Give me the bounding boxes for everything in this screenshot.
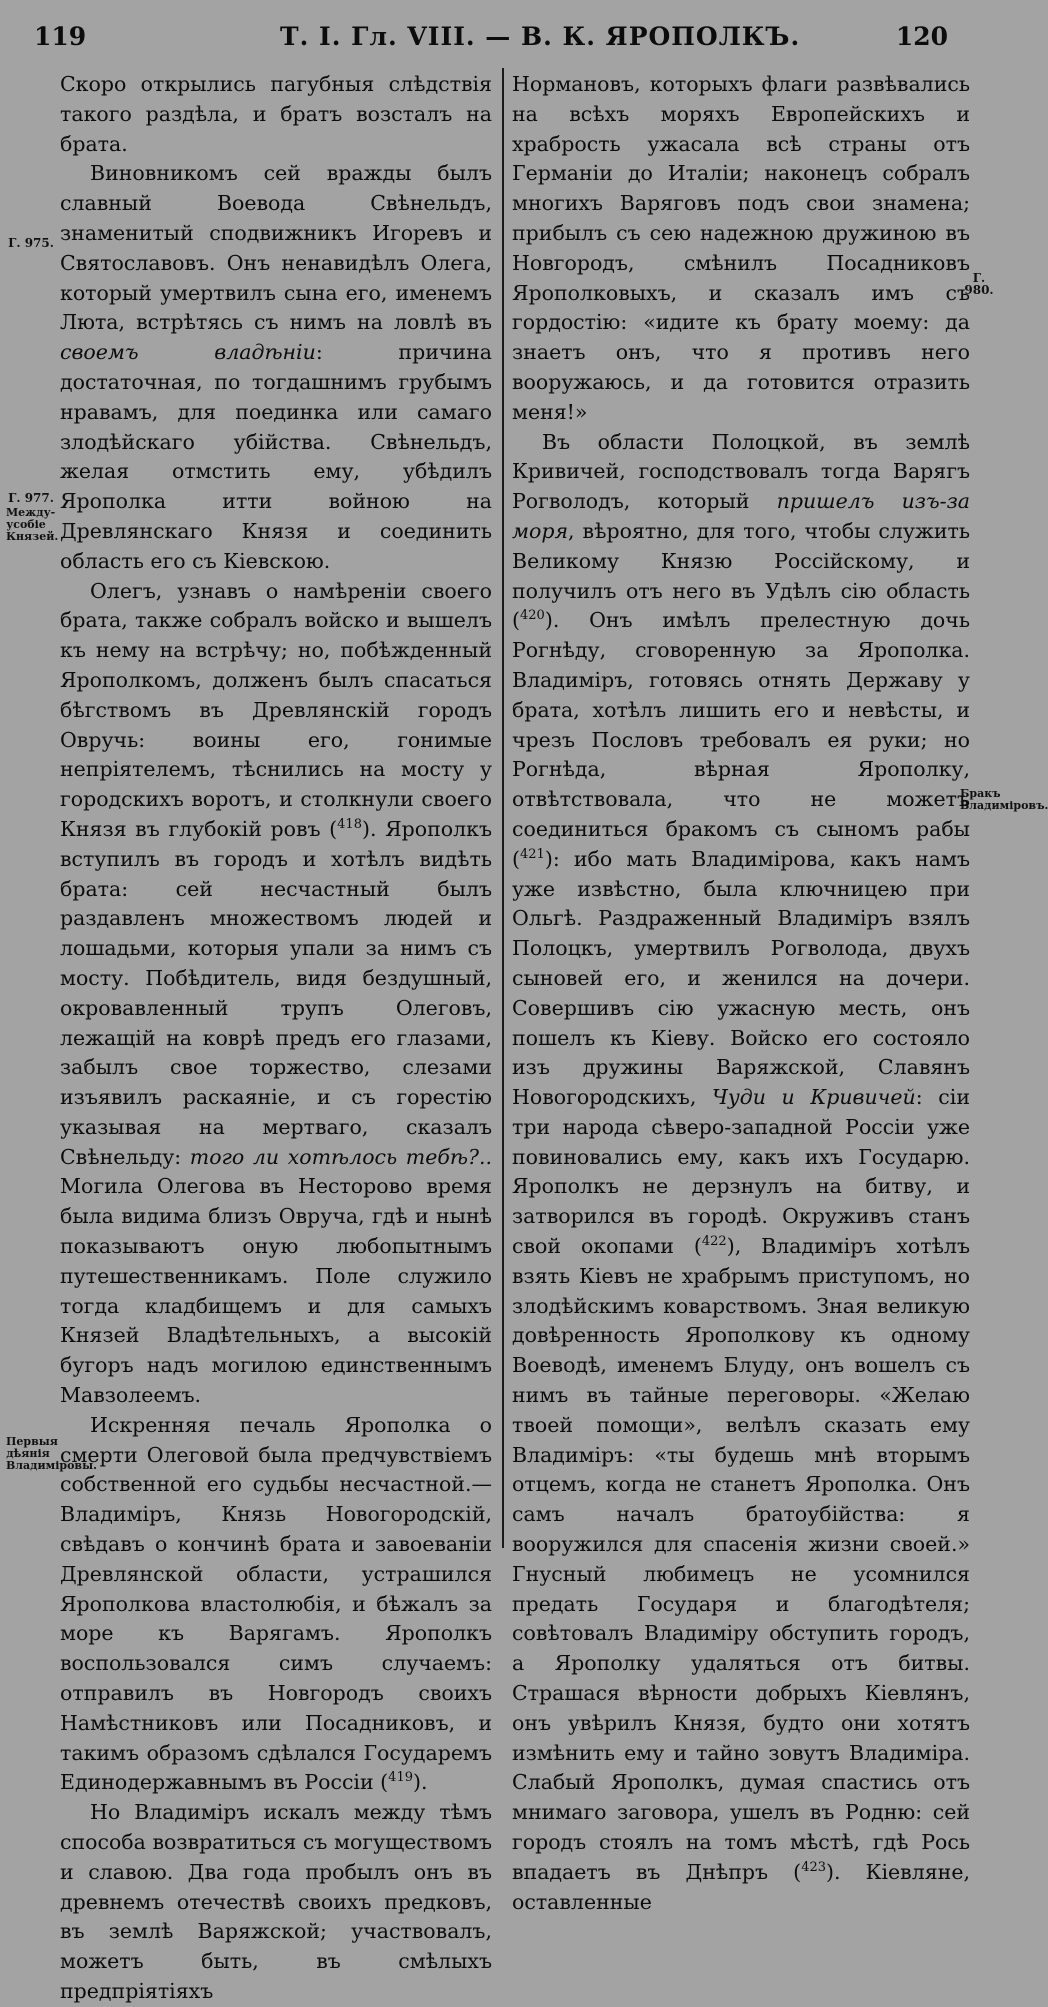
page-number-left: 119 (34, 22, 87, 51)
paragraph (60, 1411, 492, 1798)
margin-note-brak: Бракъ Владиміровъ. (960, 787, 1048, 812)
text: Могила Олегова въ Несторово время была видима близъ Овруча, гдѣ и нынѣ показываютъ оную любопытнымъ путешественникамъ. Поле служило тогда кладбищемъ и для самыхъ Князей Владѣтельныхъ, а высокій бугоръ надъ могилою единственнымъ Мавзолеемъ. (60, 1174, 492, 1408)
margin-note-975: Г. 975. (8, 236, 54, 250)
footnote-ref: 422 (701, 1234, 727, 1250)
paragraph (60, 577, 492, 1411)
text: Олегъ, узнавъ о намѣреніи своего брата, также собралъ войско и вышелъ къ нему на встрѣчу; но, побѣжденный Ярополкомъ, долженъ былъ спасаться бѣгствомъ въ Древлянскій городъ Овручь: воины его, гонимые непріятелемъ, тѣснились на мосту у городскихъ воротъ, и столкнули своего Князя въ глубокій ровъ ( (60, 578, 492, 841)
paragraph (512, 70, 970, 428)
footnote-ref: 419 (388, 1770, 413, 1786)
footnote-ref: 421 (520, 846, 545, 862)
footnote-ref: 420 (520, 608, 545, 624)
margin-note-980: Г. 980. (964, 271, 994, 297)
text: : сіи три народа сѣверо-западной Россіи уже повиновались ему, какъ ихъ Государю. Ярополкъ не дерзнулъ на битву, и затворился въ городѣ. Окруживъ станъ свой окопами ( (512, 1085, 970, 1259)
italic-text: того ли хотѣлось тебѣ?.. (189, 1144, 492, 1169)
margin-note-977: Г. 977. (8, 491, 54, 505)
italic-text: своемъ владѣніи (60, 340, 316, 365)
paragraph (512, 428, 970, 1918)
text: ). Ярополкъ вступилъ въ городъ и хотѣлъ видѣть брата: сей несчастный былъ раздавленъ множествомъ людей и лошадьми, которыя упали за нимъ съ мосту. Побѣдитель, видя бездушный, окровавленный трупъ Олеговъ, лежащій на коврѣ предъ его глазами, забылъ свое торжество, слезами изъявилъ раскаяніе, и съ горестію указывая на мертваго, сказалъ Свѣнельду: (60, 816, 493, 1169)
page-header (0, 22, 1000, 58)
text: ). (413, 1770, 428, 1795)
text: Скоро открылись пагубныя слѣдствія такого раздѣла, и братъ возсталъ на брата. (60, 72, 492, 156)
paragraph (60, 159, 492, 576)
paragraph (60, 70, 492, 159)
text: , вѣроятно, для того, чтобы служить Великому Князю Россійскому, и получилъ отъ него въ Удѣлъ сію область ( (512, 518, 970, 633)
italic-text: пришелъ изъ-за моря (512, 489, 970, 543)
text: ): ибо мать Владимірова, какъ намъ уже извѣстно, была ключницею при Ольгѣ. Раздраженный Владиміръ взялъ Полоцкъ, умертвилъ Рогволода, двухъ сыновей его, и женился на дочери. Совершивъ сію ужасную месть, онъ пошелъ къ Кіеву. Войско его состояло изъ дружины Варяжской, Славянъ Новогородскихъ, (512, 846, 970, 1110)
column-divider (502, 68, 504, 1548)
text: Виновникомъ сей вражды былъ славный Воевода Свѣнельдъ, знаменитый сподвижникъ Игоревъ и Святославовъ. Онъ ненавидѣлъ Олега, который умертвилъ сына его, именемъ Люта, встрѣтясь съ нимъ на ловлѣ въ (60, 161, 492, 335)
right-column (512, 70, 970, 1917)
italic-text: Чуди и Кривичей (711, 1085, 916, 1110)
margin-note-pervye: Первыя дѣянія Владиміровы. (6, 1435, 97, 1472)
running-title: Т. I. Гл. VIII. — В. К. ЯРОПОЛКЪ. (280, 22, 801, 51)
text: ), Владиміръ хотѣлъ взять Кіевъ не храбрымъ приступомъ, но злодѣйскимъ коварствомъ. Зная великую довѣренность Ярополкову къ одному Воеводѣ, именемъ Блуду, онъ вошелъ съ нимъ въ тайные переговоры. «Желаю твоей помощи», велѣлъ сказать ему Владиміръ: «ты будешь мнѣ вторымъ отцемъ, когда не станетъ Ярополка. Онъ самъ началъ братоубійства: я вооружился для спасенія жизни своей.» Гнусный любимецъ не усомнился предать Государя и благодѣтеля; совѣтовалъ Владиміру обступить городъ, а Ярополку удаляться отъ битвы. Страшася вѣрности добрыхъ Кіевлянъ, онъ увѣрилъ Князя, будто они хотятъ измѣнить ему и тайно зовутъ Владиміра. Слабый Ярополкъ, думая спастись отъ мнимаго заговора, ушелъ въ Родню: сей городъ стоялъ на томъ мѣстѣ, гдѣ Рось впадаетъ въ Днѣпръ ( (512, 1234, 970, 1884)
text: Но Владиміръ искалъ между тѣмъ способа возвратиться съ могуществомъ и славою. Два года пробылъ онъ въ древнемъ отечествѣ своихъ предковъ, въ землѣ Варяжской; участвовалъ, можетъ быть, въ смѣлыхъ предпріятіяхъ (60, 1800, 492, 2003)
margin-note-mezhdousobie: Между-усобіе Князей. (6, 506, 59, 543)
paragraph (60, 1798, 492, 2007)
text: Въ области Полоцкой, въ землѣ Кривичей, господствовалъ тогда Варягъ Рогволодъ, который (512, 429, 970, 514)
footnote-ref: 423 (801, 1859, 827, 1875)
text: Искренняя печаль Ярополка о смерти Олеговой была предчувствіемъ собственной его судьбы несчастной.— Владиміръ, Князь Новогородскій, свѣдавъ о кончинѣ брата и завоеваніи Древлянской области, устрашился Ярополкова властолюбія, и бѣжалъ за море къ Варягамъ. Ярополкъ воспользовался симъ случаемъ: отправилъ въ Новгородъ своихъ Намѣстниковъ или Посадниковъ, и такимъ образомъ сдѣлался Государемъ Единодержавнымъ въ Россіи ( (60, 1412, 492, 1795)
text: Нормановъ, которыхъ флаги развѣвались на всѣхъ моряхъ Европейскихъ и храбрость ужасала всѣ страны отъ Германіи до Италіи; наконецъ собралъ многихъ Варяговъ подъ свои знамена; прибылъ съ сею надежною дружиною въ Новгородъ, смѣнилъ Посадниковъ Ярополковыхъ, и сказалъ имъ съ гордостію: «идите къ брату моему: да знаетъ онъ, что я противъ него вооружаюсь, и да готовится отразить меня!» (512, 72, 970, 424)
text: : причина достаточная, по тогдашнимъ грубымъ нравамъ, для поединка или самаго злодѣйскаго убійства. Свѣнельдъ, желая отмстить ему, убѣдилъ Ярополка итти войною на Древлянскаго Князя и соединить область его съ Кіевскою. (60, 340, 492, 573)
text: ). Кіевляне, оставленные (512, 1859, 970, 1914)
footnote-ref: 418 (337, 817, 362, 833)
left-column (60, 70, 492, 2007)
page-number-right: 120 (895, 22, 948, 51)
text: ). Онъ имѣлъ прелестную дочь Рогнѣду, сговоренную за Ярополка. Владиміръ, готовясь отнять Державу у брата, хотѣлъ лишить его и невѣсты, и чрезъ Пословъ требовалъ ея руки; но Рогнѣда, вѣрная Ярополку, отвѣтствовала, что не можетъ соединиться бракомъ съ сыномъ рабы ( (512, 608, 970, 871)
